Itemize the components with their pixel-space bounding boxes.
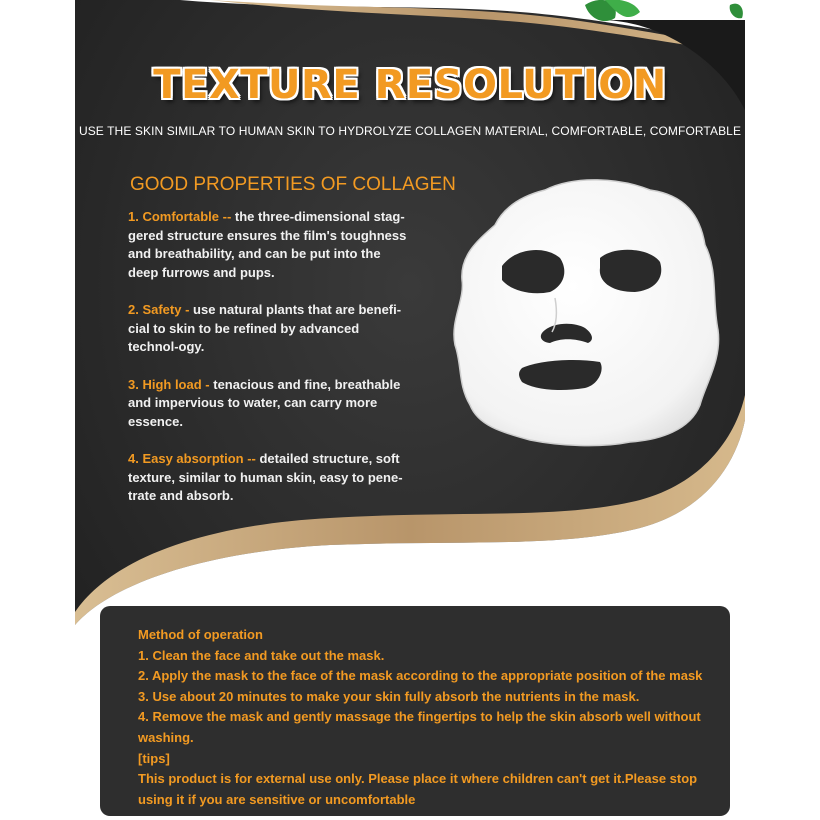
property-text: the three-dimensional stag-gered structure ensures the film's toughness and breathability, and can be put into the deep furrows and pups. (128, 209, 407, 280)
method-step: 3. Use about 20 minutes to make your skin fully absorb the nutrients in the mask. (138, 688, 640, 704)
property-text: use natural plants that are benefi-cial to skin to be refined by advanced technol-ogy. (128, 302, 402, 354)
property-item (128, 208, 413, 282)
property-text: tenacious and fine, breathable and impervious to water, can carry more essence. (128, 376, 401, 429)
property-text: detailed structure, soft texture, similar to human skin, easy to pene-trate and absorb. (128, 451, 403, 503)
method-step: 2. Apply the mask to the face of the mask according to the appropriate position of the mask (138, 668, 703, 684)
property-label: 2. Safety - (128, 302, 190, 317)
tips-label: [tips] (138, 750, 170, 766)
page-subtitle: USE THE SKIN SIMILAR TO HUMAN SKIN TO HYDROLYZE COLLAGEN MATERIAL, COMFORTABLE, COMFORTABLE (78, 124, 742, 138)
method-step: 1. Clean the face and take out the mask. (138, 647, 385, 663)
property-item (128, 301, 413, 357)
method-section (138, 625, 718, 810)
properties-heading: GOOD PROPERTIES OF COLLAGEN (130, 174, 456, 195)
property-label: 1. Comfortable -- (128, 209, 232, 224)
method-step: 4. Remove the mask and gently massage the fingertips to help the skin absorb well without washing. (138, 709, 701, 745)
property-item (128, 376, 413, 432)
method-heading: Method of operation (138, 627, 263, 642)
property-item (128, 450, 413, 506)
page-title: TEXTURE RESOLUTION (153, 62, 667, 108)
property-label: 3. High load - (128, 376, 210, 392)
properties-list (128, 208, 413, 525)
property-label: 4. Easy absorption -- (128, 451, 256, 466)
tips-text: This product is for external use only. Please place it where children can't get it.Please stop using it if you are sensitive or uncomfortable (138, 771, 698, 807)
